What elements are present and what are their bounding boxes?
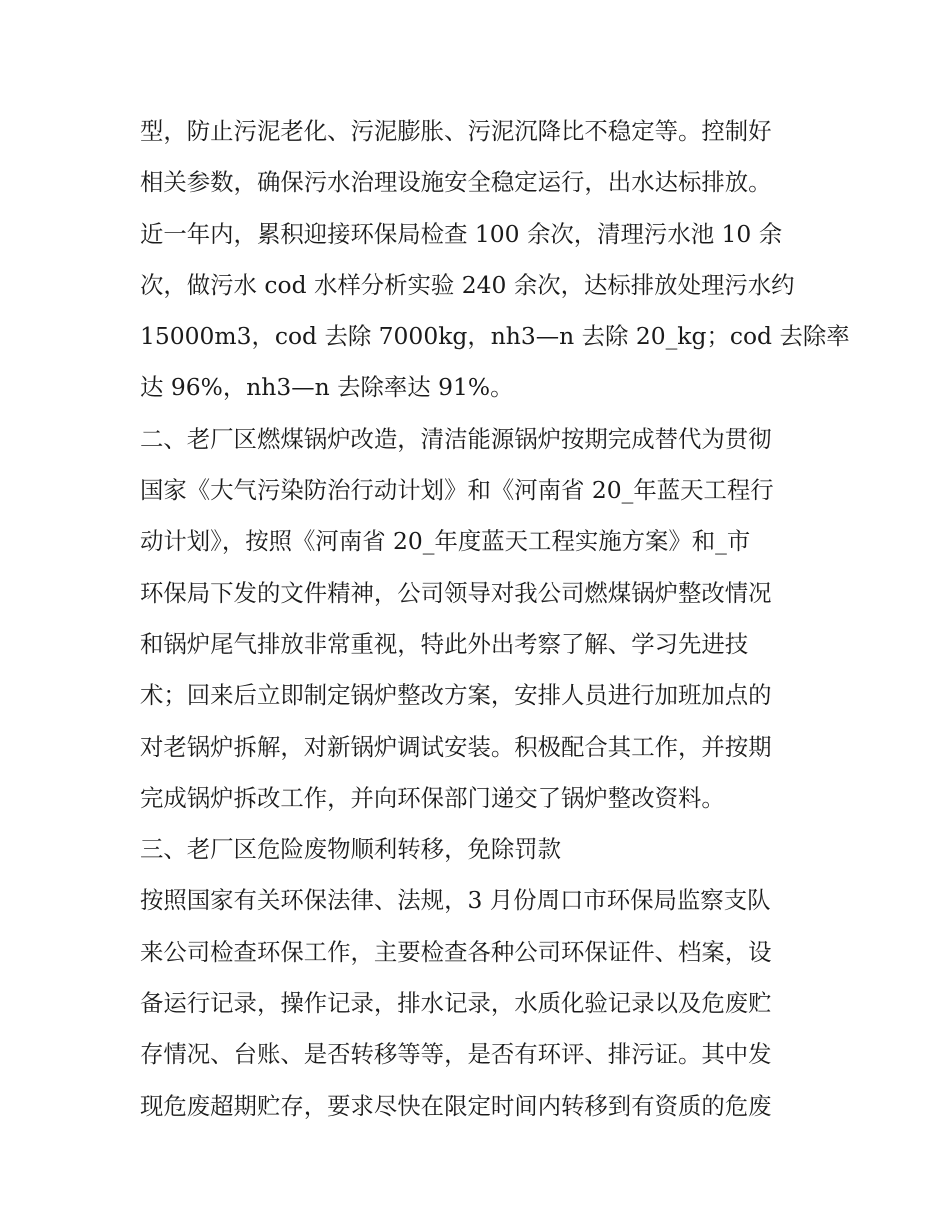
text-line: 和锅炉尾气排放非常重视，特此外出考察了解、学习先进技 <box>140 629 749 658</box>
document-body <box>140 106 850 1132</box>
text-line: 按照国家有关环保法律、法规，3 月份周口市环保局监察支队 <box>140 886 771 915</box>
text-line: 存情况、台账、是否转移等等，是否有环评、排污证。其中发 <box>140 1040 772 1069</box>
section-heading-line: 二、老厂区燃煤锅炉改造，清洁能源锅炉按期完成替代为贯彻 <box>140 424 772 453</box>
text-line: 国家《大气污染防治行动计划》和《河南省 20_年蓝天工程行 <box>140 476 774 505</box>
text-line: 次，做污水 cod 水样分析实验 240 余次，达标排放处理污水约 <box>140 270 795 299</box>
text-line: 备运行记录，操作记录，排水记录，水质化验记录以及危废贮 <box>140 989 772 1018</box>
text-line: 近一年内，累积迎接环保局检查 100 余次，清理污水池 10 余 <box>140 219 783 248</box>
text-line: 术；回来后立即制定锅炉整改方案，安排人员进行加班加点的 <box>140 681 772 710</box>
text-line: 来公司检查环保工作，主要检查各种公司环保证件、档案，设 <box>140 937 772 966</box>
text-line: 环保局下发的文件精神，公司领导对我公司燃煤锅炉整改情况 <box>140 578 772 607</box>
text-line: 现危废超期贮存，要求尽快在限定时间内转移到有资质的危废 <box>140 1091 772 1120</box>
text-line: 型，防止污泥老化、污泥膨胀、污泥沉降比不稳定等。控制好 <box>140 117 772 145</box>
text-line: 15000m3，cod 去除 7000kg，nh3—n 去除 20_kg；cod 去除率 <box>140 322 850 351</box>
text-line: 达 96%，nh3—n 去除率达 91%。 <box>140 373 514 402</box>
text-line: 对老锅炉拆解，对新锅炉调试安装。积极配合其工作，并按期 <box>140 732 772 761</box>
section-heading-line: 三、老厂区危险废物顺利转移，免除罚款 <box>140 835 562 864</box>
text-line: 动计划》，按照《河南省 20_年度蓝天工程实施方案》和_市 <box>140 527 751 556</box>
text-line: 完成锅炉拆改工作，并向环保部门递交了锅炉整改资料。 <box>140 783 725 812</box>
text-line: 相关参数，确保污水治理设施安全稳定运行，出水达标排放。 <box>140 168 772 197</box>
